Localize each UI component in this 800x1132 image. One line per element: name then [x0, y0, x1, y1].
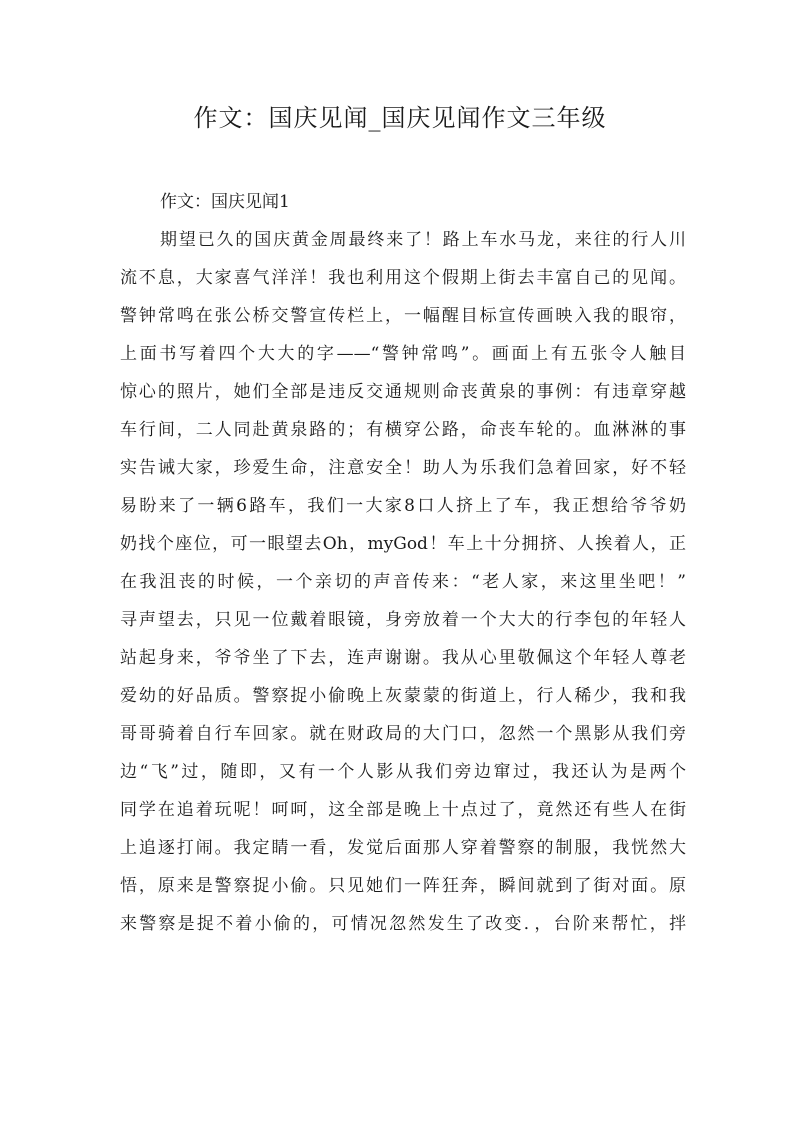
- text-line: 期望已久的国庆黄金周最终来了！路上车水马龙，来往的行人川: [160, 230, 686, 250]
- text-line: 来警察是捉不着小偷的，可情况忽然发生了改变．，台阶来帮忙，拌: [120, 914, 686, 934]
- text-line: 奶找个座位，可一眼望去Oh，myGod！车上十分拥挤、人挨着人，正: [120, 534, 686, 554]
- text-line: 车行间，二人同赴黄泉路的；有横穿公路，命丧车轮的。血淋淋的事: [120, 420, 686, 440]
- text-line: 同学在追着玩呢！呵呵，这全部是晚上十点过了，竟然还有些人在街: [120, 800, 686, 820]
- text-line: 流不息，大家喜气洋洋！我也利用这个假期上街去丰富自己的见闻。: [120, 268, 686, 288]
- text-line: 悟，原来是警察捉小偷。只见她们一阵狂奔，瞬间就到了街对面。原: [120, 876, 686, 896]
- text-line: 寻声望去，只见一位戴着眼镜，身旁放着一个大大的行李包的年轻人: [120, 610, 686, 630]
- text-line: 站起身来，爷爷坐了下去，连声谢谢。我从心里敬佩这个年轻人尊老: [120, 648, 686, 668]
- text-line: 爱幼的好品质。警察捉小偷晚上灰蒙蒙的街道上，行人稀少，我和我: [120, 686, 686, 706]
- text-line: 上面书写着四个大大的字——“警钟常鸣”。画面上有五张令人触目: [120, 344, 686, 364]
- text-line: 惊心的照片，她们全部是违反交通规则命丧黄泉的事例：有违章穿越: [120, 382, 686, 402]
- text-line: 边“飞”过，随即，又有一个人影从我们旁边窜过，我还认为是两个: [120, 762, 686, 782]
- section-heading: 作文：国庆见闻1: [160, 192, 290, 212]
- document-title: 作文：国庆见闻_国庆见闻作文三年级: [193, 104, 607, 132]
- text-line: 实告诫大家，珍爱生命，注意安全！助人为乐我们急着回家，好不轻: [120, 458, 686, 478]
- text-line: 易盼来了一辆6路车，我们一大家8口人挤上了车，我正想给爷爷奶: [120, 496, 686, 516]
- text-line: 警钟常鸣在张公桥交警宣传栏上，一幅醒目标宣传画映入我的眼帘，: [120, 306, 686, 326]
- text-line: 哥哥骑着自行车回家。就在财政局的大门口，忽然一个黑影从我们旁: [120, 724, 686, 744]
- text-line: 上追逐打闹。我定睛一看，发觉后面那人穿着警察的制服，我恍然大: [120, 838, 686, 858]
- text-line: 在我沮丧的时候，一个亲切的声音传来：“老人家，来这里坐吧！”: [120, 572, 686, 592]
